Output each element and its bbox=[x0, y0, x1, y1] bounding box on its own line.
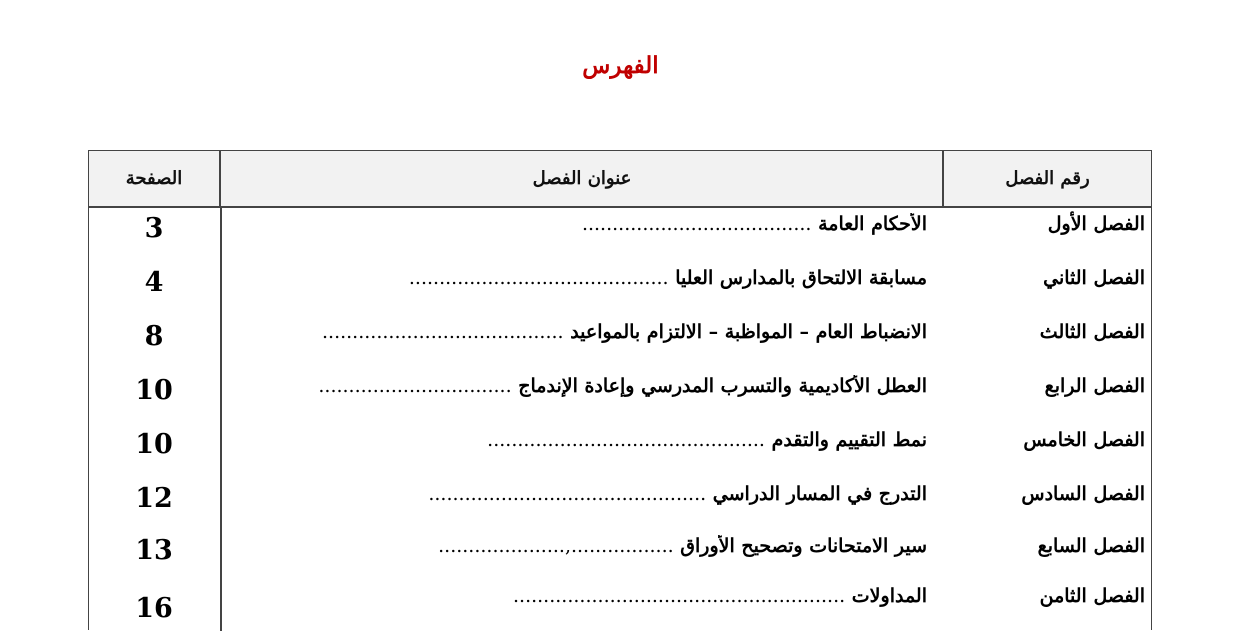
table-header bbox=[89, 151, 1151, 208]
page-number: 4 bbox=[144, 267, 164, 298]
chapter-title: الأحكام العامة ...................................... bbox=[581, 213, 927, 235]
page-number: 10 bbox=[135, 375, 173, 406]
chapter-number: الفصل السادس bbox=[1021, 483, 1145, 505]
toc-row bbox=[89, 267, 1151, 319]
page-number: 12 bbox=[135, 483, 173, 514]
chapter-number: الفصل السابع bbox=[1037, 535, 1145, 557]
chapter-title: المداولات ....................................................... bbox=[512, 585, 927, 607]
header-chapter-number: رقم الفصل bbox=[1005, 168, 1090, 189]
toc-row bbox=[89, 483, 1151, 535]
page-title: الفهرس bbox=[582, 52, 659, 79]
page-number: 16 bbox=[135, 593, 173, 624]
divider-page bbox=[219, 151, 221, 208]
page-number: 8 bbox=[144, 321, 164, 352]
toc-row bbox=[89, 213, 1151, 265]
chapter-number: الفصل الأول bbox=[1047, 213, 1145, 235]
toc-row bbox=[89, 375, 1151, 427]
chapter-number: الفصل الثالث bbox=[1039, 321, 1145, 343]
page-number: 3 bbox=[144, 213, 164, 244]
header-chapter-title: عنوان الفصل bbox=[532, 168, 632, 189]
toc-row bbox=[89, 585, 1151, 637]
chapter-number: الفصل الثاني bbox=[1043, 267, 1145, 289]
header-page: الصفحة bbox=[125, 168, 183, 189]
chapter-title: التدرج في المسار الدراسي .............................................. bbox=[428, 483, 927, 505]
chapter-title: سير الامتحانات وتصحيح الأوراق .................,..................... bbox=[438, 535, 927, 557]
toc-row bbox=[89, 429, 1151, 481]
table-of-contents bbox=[88, 150, 1152, 630]
divider-title bbox=[942, 151, 944, 208]
toc-row bbox=[89, 535, 1151, 587]
toc-row bbox=[89, 321, 1151, 373]
chapter-title: مسابقة الالتحاق بالمدارس العليا ........................................... bbox=[408, 267, 927, 289]
chapter-title: الانضباط العام – المواظبة – الالتزام بالمواعيد ........................................ bbox=[321, 321, 927, 343]
chapter-title: العطل الأكاديمية والتسرب المدرسي وإعادة الإندماج ................................ bbox=[318, 375, 927, 397]
page-number: 10 bbox=[135, 429, 173, 460]
page-number: 13 bbox=[135, 535, 173, 566]
chapter-number: الفصل الخامس bbox=[1023, 429, 1145, 451]
chapter-title: نمط التقييم والتقدم .............................................. bbox=[487, 429, 927, 451]
chapter-number: الفصل الثامن bbox=[1039, 585, 1145, 607]
chapter-number: الفصل الرابع bbox=[1044, 375, 1145, 397]
